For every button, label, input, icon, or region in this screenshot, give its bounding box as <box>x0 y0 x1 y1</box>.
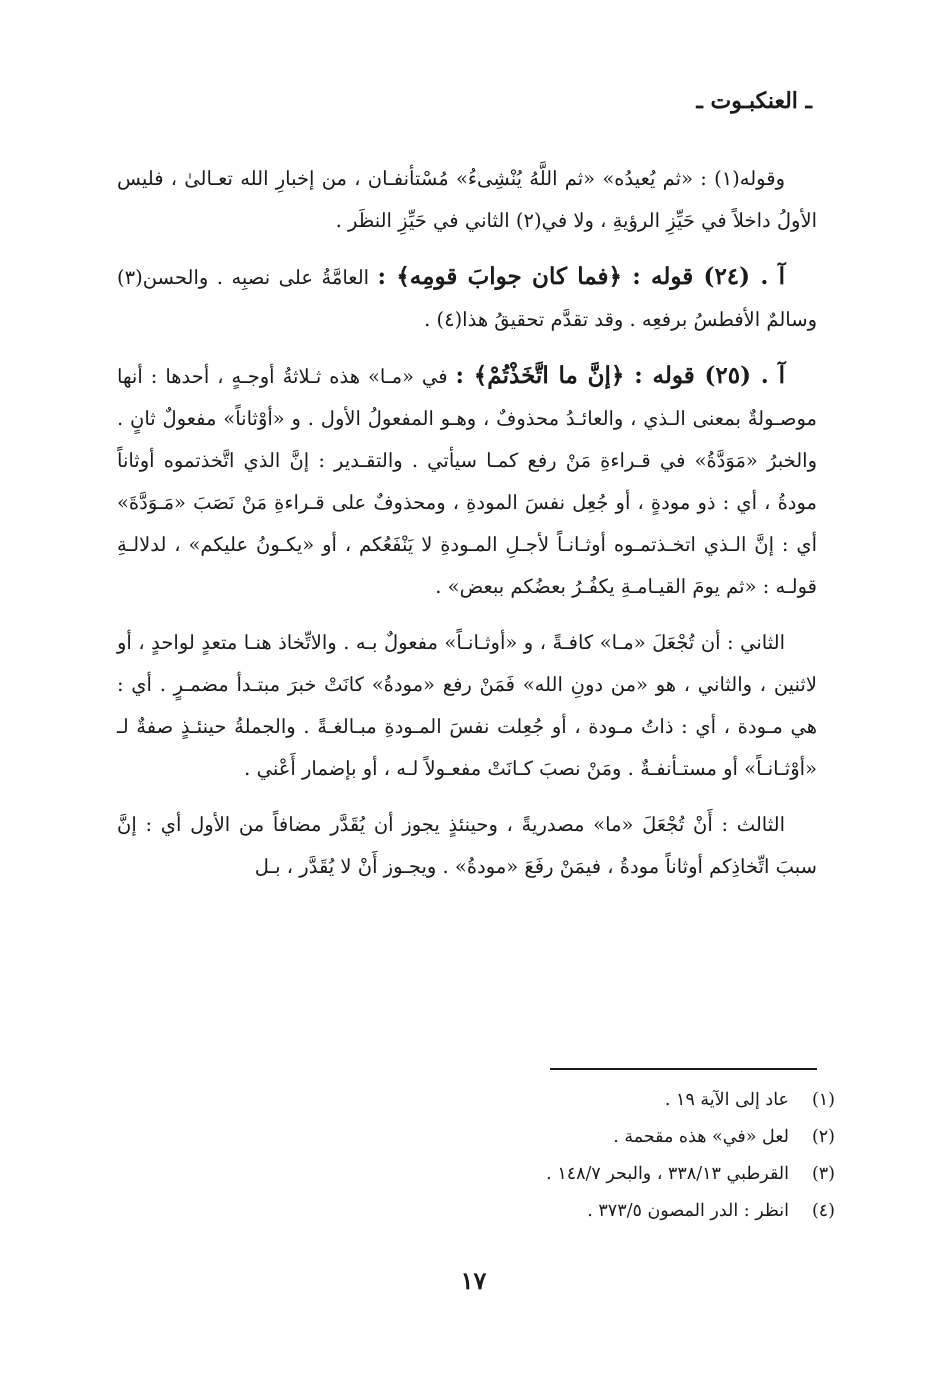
paragraph-1-text: وقوله(١) : «ثم يُعيدُه» «ثم اللَّهُ يُنْشِىءُ» مُسْتأنفـان ، من إخبارِ الله تعـالىٰ ، فليس الأولُ داخلاً في حَيِّزِ الرؤيةِ ، ولا في(٢) الثاني في حَيِّزِ النظَر . <box>117 167 817 232</box>
footnote-2-number: (٢) <box>811 1127 835 1147</box>
paragraph-second-view <box>117 622 817 790</box>
paragraph-verse-24 <box>117 256 817 341</box>
third-view-text: الثالث : أَنْ تُجْعَلَ «ما» مصدريةً ، وحينئذٍ يجوز أن يُقَدَّر مضافاً من الأول أي : إنَّ سببَ اتِّخاذِكم أوثاناً مودةُ ، فيمَنْ رفَعَ «مودةُ» . ويجـوز أَنْ لا يُقَدَّر ، بـل <box>117 813 817 878</box>
second-view-text: الثاني : أن تُجْعَلَ «مـا» كافـةً ، و «أوثـانـاً» مفعولٌ بـه . والاتِّخاذ هنـا متعدٍ لواحدٍ ، أو لاثنين ، والثاني ، هو «من دونِ الله» فَمَنْ رفع «مودةُ» كانَتْ خبرَ مبتـدأ مضمـرٍ . أي : هي مـودة ، أي : ذاتُ مـودة ، أو جُعِلت نفسَ المـودةِ مبـالغـةً . والجملةُ حينئـذٍ صفةٌ لـ «أوْثـانـاً» أو مستـأنفـةٌ . ومَنْ نصبَ كـانَتْ مفعـولاً لـه ، أو بإضمار أَعْني . <box>117 631 817 780</box>
footnote-3 <box>135 1156 835 1193</box>
footnote-2-text: لعل «في» هذه مقحمة . <box>613 1127 789 1147</box>
verse-24-heading: آ . (٢٤) قوله : ﴿فما كان جوابَ قومِه﴾ : <box>377 263 786 290</box>
footnote-3-number: (٣) <box>811 1164 835 1184</box>
paragraph-verse-25 <box>117 355 817 608</box>
verse-25-heading: آ . (٢٥) قوله : ﴿إنَّ ما اتَّخَذْتُمْ﴾ : <box>455 362 786 389</box>
footnote-4 <box>135 1193 835 1230</box>
footnote-1-number: (١) <box>811 1090 835 1110</box>
verse-24-text: العامَّةُ على نصبِه . والحسن(٣) وسالمٌ الأفطسُ برفعِه . وقد تقدَّم تحقيقُ هذا(٤) . <box>117 266 817 331</box>
running-header-title: ـ العنكبـوت ـ <box>696 88 812 114</box>
paragraph-1 <box>117 158 817 242</box>
footnotes <box>135 1082 835 1230</box>
footnote-4-number: (٤) <box>811 1201 835 1221</box>
page-number: ١٧ <box>460 1266 487 1295</box>
footnote-1-text: عاد إلى الآية ١٩ . <box>664 1090 789 1110</box>
footnote-4-text: انظر : الدر المصون ٣٧٣/٥ . <box>587 1201 789 1221</box>
footnote-separator <box>550 1068 817 1070</box>
footnote-3-text: القرطبي ٣٣٨/١٣ ، والبحر ١٤٨/٧ . <box>546 1164 789 1184</box>
body-text <box>117 158 817 902</box>
paragraph-third-view <box>117 804 817 888</box>
verse-25-text: في «مـا» هذه ثـلاثةُ أوجـهٍ ، أحدها : أنها موصـولةٌ بمعنى الـذي ، والعائـدُ محذوفٌ ، وهـو المفعولُ الأول . و «أوْثاناً» مفعولٌ ثانٍ . والخبرُ «مَوَدَّةُ» في قـراءةِ مَنْ رفع كمـا سيأتي . والتقـدير : إنَّ الذي اتَّخذتموه أوثاناً مودةُ ، أي : ذو مودةٍ ، أو جُعِل نفسَ المودةِ ، ومحذوفٌ على قـراءةِ مَنْ نَصَبَ «مَـوَدَّةَ» أي : إنَّ الـذي اتخـذتمـوه أوثـانـاً لأجـلِ المـودةِ لا يَنْفَعُكم ، أو «يكـونُ عليكم» ، لدلالـةِ قولـه : «ثم يومَ القيـامـةِ يكفُـرُ بعضُكم ببعض» . <box>117 365 817 598</box>
footnote-1 <box>135 1082 835 1119</box>
footnote-2 <box>135 1119 835 1156</box>
